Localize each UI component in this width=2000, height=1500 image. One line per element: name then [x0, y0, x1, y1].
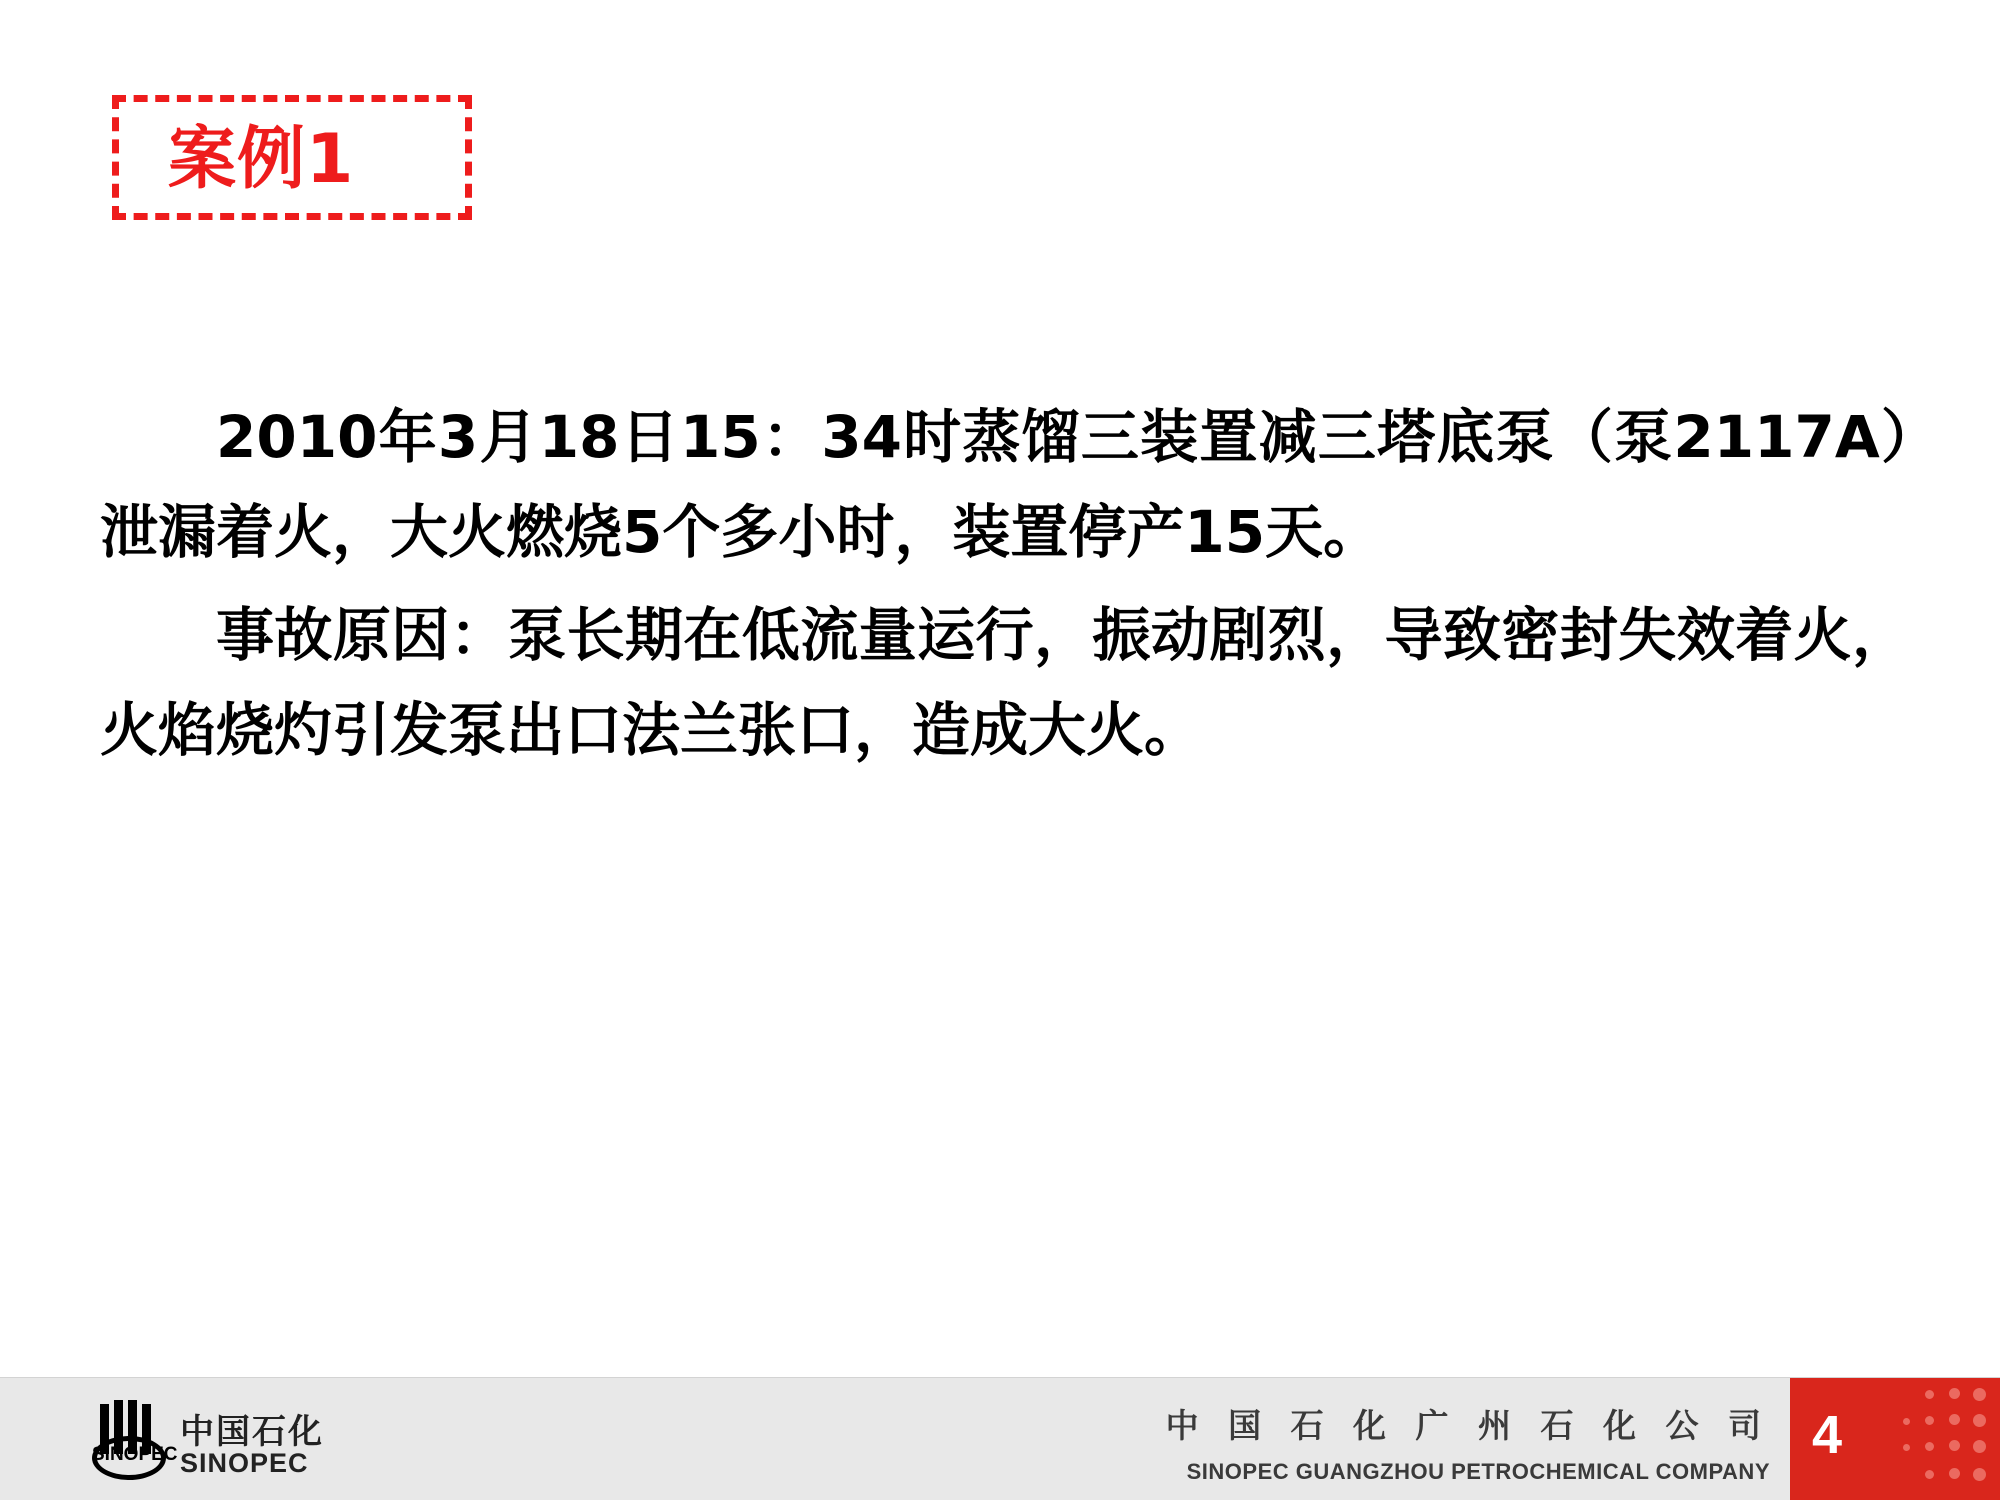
slide-footer [0, 1377, 2000, 1500]
sinopec-emblem-icon [92, 1398, 178, 1482]
body-paragraph-2: 事故原因：泵长期在低流量运行，振动剧烈，导致密封失效着火，火焰烧灼引发泵出口法兰张口，造成大火。 [100, 601, 1910, 764]
badge-dots-decoration [1860, 1378, 2000, 1500]
company-name-block [1166, 1400, 1770, 1485]
company-name-en: SINOPEC GUANGZHOU PETROCHEMICAL COMPANY [1186, 1459, 1770, 1484]
logo-label-cn: 中国石化 [180, 1412, 324, 1452]
sinopec-logo [92, 1392, 352, 1488]
slide-body [100, 390, 1910, 786]
page-number-badge [1790, 1378, 2000, 1500]
case-title: 案例1 [168, 120, 355, 199]
company-name-cn: 中 国 石 化 广 州 石 化 公 司 [1165, 1406, 1770, 1445]
logo-label-en: SINOPEC [180, 1448, 309, 1478]
body-paragraph-1: 2010年3月18日15：34时蒸馏三装置减三塔底泵（泵2117A）泄漏着火，大火燃烧5个多小时，装置停产15天。 [100, 403, 1910, 566]
emblem-oval-label: SINOPEC [92, 1444, 178, 1465]
page-number: 4 [1812, 1405, 1843, 1465]
